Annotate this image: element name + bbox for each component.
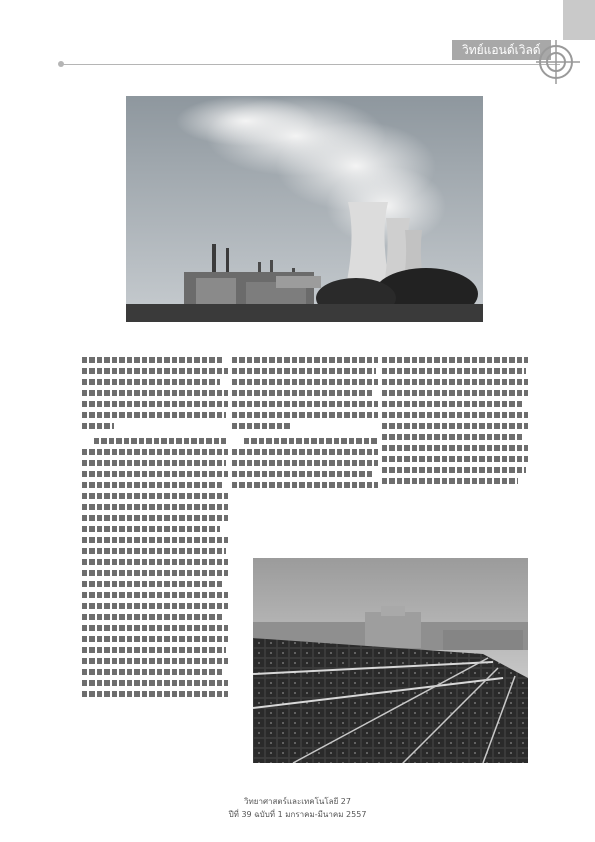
solar-panels-photo bbox=[253, 558, 528, 763]
corner-block bbox=[563, 0, 595, 40]
footer-issue: ปีที่ 39 ฉบับที่ 1 มกราคม-มีนาคม 2557 bbox=[228, 810, 367, 819]
power-plant-photo bbox=[126, 96, 483, 322]
section-title: วิทย์แอนด์เวิลด์ bbox=[452, 40, 551, 60]
text-column-1 bbox=[82, 352, 228, 697]
header-rule bbox=[60, 64, 560, 65]
text-column-2 bbox=[232, 352, 378, 488]
text-column-3 bbox=[382, 352, 528, 484]
crosshair-icon bbox=[536, 38, 584, 86]
footer-title: วิทยาศาสตร์และเทคโนโลยี 27 bbox=[244, 797, 351, 806]
